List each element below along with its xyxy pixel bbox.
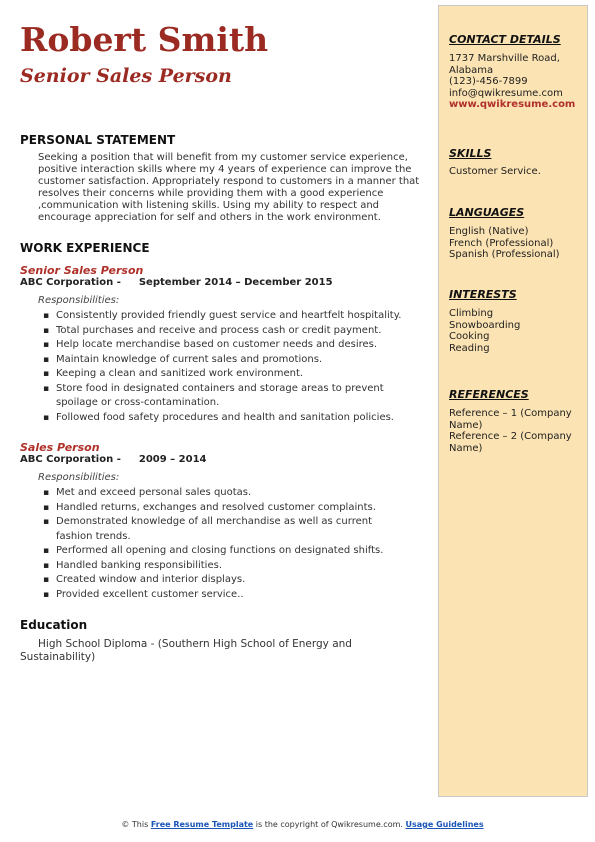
job-dates: September 2014 – December 2015 [138, 277, 333, 288]
list-item: ▪ Store food in designated containers and storage areas to prevent spoilage or cross-contamination. [38, 382, 410, 411]
footer-middle: is the copyright of Qwikresume.com. [255, 820, 403, 829]
responsibilities-list [38, 486, 410, 602]
work-experience-heading: WORK EXPERIENCE [20, 241, 150, 255]
list-item: Spanish (Professional) [449, 249, 560, 261]
list-item: Cooking [449, 331, 490, 343]
list-item: ▪ Maintain knowledge of current sales and promotions. [38, 353, 410, 368]
education-heading: Education [20, 618, 88, 632]
list-item: ▪ Handled returns, exchanges and resolved customer complaints. [38, 501, 410, 516]
contact-email[interactable]: info@qwikresume.com [449, 87, 563, 99]
list-item: French (Professional) [449, 237, 554, 249]
responsibilities-label: Responsibilities: [38, 472, 120, 483]
job-company-line [20, 454, 207, 465]
interests-heading: INTERESTS [449, 288, 517, 301]
list-item: Reference – 1 (Company Name) [449, 408, 572, 431]
references-list [449, 408, 583, 454]
education-text: High School Diploma - (Southern High School of Energy and Sustainability) [20, 638, 352, 663]
job-company: ABC Corporation - [20, 454, 121, 465]
references-heading: REFERENCES [449, 388, 529, 401]
contact-phone: (123)-456-7899 [449, 76, 528, 88]
personal-statement-text: Seeking a position that will benefit from my customer service experience, positive interaction skills where my 4 years of experience can improve the customer satisfaction. Appropriately respond to customers in a manner that resolves their concerns while providing them with a good experience ,communication with listening skills. Using my ability to respect and encourage appreciation for self and others in the work environment. [38, 152, 420, 223]
list-item: English (Native) [449, 226, 529, 237]
job-company: ABC Corporation - [20, 277, 121, 288]
personal-statement-heading: PERSONAL STATEMENT [20, 133, 176, 147]
resume-header [20, 20, 420, 88]
footer-prefix: © This [121, 820, 149, 829]
job-dates: 2009 – 2014 [138, 454, 207, 465]
sidebar-panel [438, 5, 588, 797]
contact-heading: CONTACT DETAILS [449, 33, 561, 46]
languages-list [449, 226, 583, 261]
job-title: Senior Sales Person [20, 264, 144, 277]
copyright-footer [0, 820, 595, 829]
contact-details [449, 53, 583, 111]
contact-website[interactable]: www.qwikresume.com [449, 99, 576, 111]
contact-address: 1737 Marshville Road, Alabama [449, 53, 560, 76]
job-company-line [20, 277, 333, 288]
responsibilities-list [38, 309, 410, 425]
list-item: ▪ Created window and interior displays. [38, 573, 410, 588]
languages-heading: LANGUAGES [449, 206, 525, 219]
list-item: ▪ Help locate merchandise based on customer needs and desires. [38, 338, 410, 353]
free-resume-template-link[interactable]: Free Resume Template [150, 820, 254, 829]
list-item: ▪ Followed food safety procedures and health and sanitation policies. [38, 411, 410, 426]
skills-heading: SKILLS [449, 147, 492, 160]
list-item: Snowboarding [449, 319, 521, 331]
interests-list [449, 308, 583, 354]
list-item: ▪ Provided excellent customer service.. [38, 588, 410, 603]
list-item: Reference – 2 (Company Name) [449, 431, 572, 454]
candidate-title: Senior Sales Person [20, 65, 232, 87]
list-item: ▪ Total purchases and receive and process cash or credit payment. [38, 324, 410, 339]
list-item: Climbing [449, 308, 494, 319]
job-title: Sales Person [20, 441, 100, 454]
list-item: ▪ Handled banking responsibilities. [38, 559, 410, 574]
list-item: ▪ Keeping a clean and sanitized work environment. [38, 367, 410, 382]
list-item: ▪ Demonstrated knowledge of all merchandise as well as current fashion trends. [38, 515, 410, 544]
candidate-name: Robert Smith [20, 20, 269, 59]
list-item: ▪ Met and exceed personal sales quotas. [38, 486, 410, 501]
list-item: ▪ Performed all opening and closing functions on designated shifts. [38, 544, 410, 559]
skills-text: Customer Service. [449, 166, 541, 177]
list-item: ▪ Consistently provided friendly guest service and heartfelt hospitality. [38, 309, 410, 324]
responsibilities-label: Responsibilities: [38, 295, 120, 306]
list-item: Reading [449, 342, 490, 354]
usage-guidelines-link[interactable]: Usage Guidelines [405, 820, 484, 829]
